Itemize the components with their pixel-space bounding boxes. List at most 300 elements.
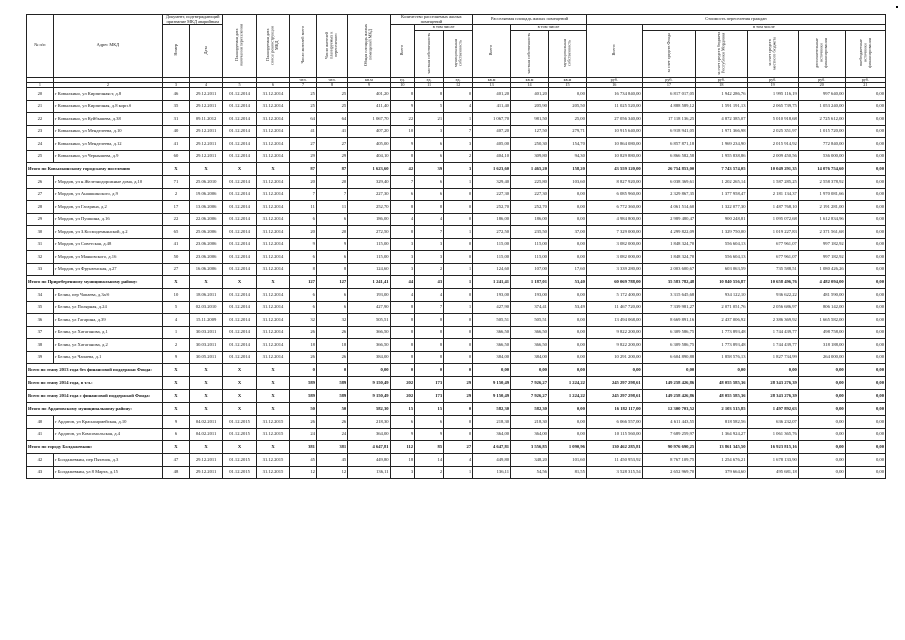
- table-cell: 01.12.2014: [223, 100, 256, 113]
- table-row: [27, 251, 886, 264]
- table-cell: 4 061 514,60: [642, 201, 696, 214]
- table-row: [27, 326, 886, 339]
- table-cell: 0,00: [845, 377, 885, 390]
- table-cell: 6: [415, 188, 444, 201]
- table-cell: 0,00: [845, 88, 885, 101]
- table-cell: 1 067,70: [348, 113, 390, 126]
- table-cell: 0,00: [845, 150, 885, 163]
- table-total-row: [27, 364, 886, 377]
- table-cell: 11: [290, 201, 317, 214]
- table-cell: 31: [163, 113, 190, 126]
- table-cell: 6 866 582,58: [642, 150, 696, 163]
- table-cell: 5 010 918,68: [747, 113, 798, 126]
- table-cell: г Белин, пер Чапаева, д.3а/б: [53, 289, 162, 302]
- table-cell: 2 015 914,92: [747, 138, 798, 151]
- table-cell: 6: [290, 289, 317, 302]
- table-cell: 0,00: [548, 201, 586, 214]
- table-row: [27, 351, 886, 364]
- table-cell: 2 071 051,76: [696, 301, 747, 314]
- table-cell: 9: [163, 416, 190, 429]
- table-cell: 0,00: [845, 251, 885, 264]
- table-cell: 1 241,41: [348, 276, 390, 289]
- table-cell: 7 743 574,05: [696, 163, 747, 176]
- table-cell: 218,30: [511, 416, 549, 429]
- table-cell: 0: [444, 326, 473, 339]
- table-cell: г Белин, ул Хатаганова, д.1: [53, 326, 162, 339]
- header-total-area-text: Общая площадь жилых помещений МКД: [363, 23, 373, 66]
- table-cell: 1 612 834,96: [798, 213, 845, 226]
- table-cell: 5: [415, 100, 444, 113]
- table-cell: 37: [27, 326, 54, 339]
- table-cell: 25: [316, 100, 347, 113]
- table-cell: 01.12.2014: [223, 213, 256, 226]
- table-cell: 2: [163, 188, 190, 201]
- table-cell: 0,00: [548, 326, 586, 339]
- table-cell: 0,00: [473, 364, 511, 377]
- table-cell: 29.12.2011: [189, 150, 222, 163]
- table-cell: 115,00: [511, 251, 549, 264]
- table-cell: 0,00: [845, 301, 885, 314]
- table-cell: 27: [316, 138, 347, 151]
- header-rooms-sub: в том числе: [415, 25, 473, 31]
- table-cell: 15: [390, 403, 415, 416]
- table-cell: 379 664,60: [696, 466, 747, 479]
- table-cell: 2: [415, 263, 444, 276]
- header-doc-number: [163, 25, 190, 77]
- table-cell: 1 095 072,68: [747, 213, 798, 226]
- table-cell: 404,10: [473, 150, 511, 163]
- table-cell: 11 450 953,92: [586, 454, 642, 467]
- table-cell: 0: [444, 201, 473, 214]
- table-cell: 31: [27, 238, 54, 251]
- table-cell: 0: [444, 238, 473, 251]
- table-cell: 39: [415, 163, 444, 176]
- table-body: [27, 88, 886, 479]
- table-cell: 01.12.2014: [223, 201, 256, 214]
- table-cell: X: [256, 441, 289, 454]
- table-cell: 37,00: [548, 226, 586, 239]
- table-row: [27, 339, 886, 352]
- table-cell: 4: [415, 289, 444, 302]
- table-cell: 1 942 286,76: [696, 88, 747, 101]
- table-cell: 130 462 285,81: [586, 441, 642, 454]
- table-cell: X: [163, 276, 190, 289]
- table-cell: 9: [390, 100, 415, 113]
- table-cell: 1 848 324,70: [642, 238, 696, 251]
- table-cell: 772 840,00: [798, 138, 845, 151]
- table-cell: руб.: [747, 77, 798, 82]
- table-cell: X: [223, 364, 256, 377]
- table-cell: 21: [27, 100, 54, 113]
- table-cell: г Белин, ул Чапаева, д.1: [53, 351, 162, 364]
- table-cell: 42: [27, 454, 54, 467]
- table-cell: 26 754 853,00: [642, 163, 696, 176]
- table-cell: 25: [316, 88, 347, 101]
- table-cell: 10 291 200,00: [586, 351, 642, 364]
- table-cell: 1: [163, 326, 190, 339]
- table-cell: 09.11.2012: [189, 113, 222, 126]
- table-cell: X: [163, 377, 190, 390]
- table-cell: 01.12.2014: [223, 263, 256, 276]
- table-cell: 10 864 080,00: [586, 138, 642, 151]
- table-cell: 1 858 576,13: [696, 351, 747, 364]
- table-cell: 536 000,00: [798, 150, 845, 163]
- table-cell: 2: [53, 82, 162, 87]
- table-cell: 10 658 496,76: [747, 276, 798, 289]
- table-cell: 31.12.2015: [256, 416, 289, 429]
- table-cell: 0: [444, 188, 473, 201]
- table-cell: 41: [163, 238, 190, 251]
- table-cell: 10 840 556,87: [696, 276, 747, 289]
- table-cell: 227,30: [348, 188, 390, 201]
- table-cell: 42: [390, 163, 415, 176]
- table-cell: 495 681,18: [747, 466, 798, 479]
- table-cell: 0,00: [798, 466, 845, 479]
- table-cell: 498 758,00: [798, 326, 845, 339]
- table-cell: 25: [290, 100, 317, 113]
- table-cell: 0,00: [798, 364, 845, 377]
- table-cell: 16.06.2006: [189, 263, 222, 276]
- table-cell: 2 329 867,35: [642, 188, 696, 201]
- table-cell: 677 961,07: [747, 238, 798, 251]
- table-cell: 16 734 840,00: [586, 88, 642, 101]
- table-cell: 2 181 134,37: [747, 188, 798, 201]
- table-cell: 186,00: [511, 213, 549, 226]
- table-cell: г Мордов, ул Анашкинского, д.9: [53, 188, 162, 201]
- table-cell: 29.12.2011: [189, 466, 222, 479]
- table-cell: 50: [163, 251, 190, 264]
- table-cell: 41: [290, 125, 317, 138]
- table-cell: 11: [415, 82, 444, 87]
- table-cell: 85: [415, 441, 444, 454]
- table-cell: 1: [444, 276, 473, 289]
- table-cell: 115,00: [348, 238, 390, 251]
- table-cell: 6 309 586,75: [642, 339, 696, 352]
- table-cell: 20: [27, 88, 54, 101]
- table-cell: 0,00: [798, 441, 845, 454]
- table-cell: 1: [444, 176, 473, 189]
- table-cell: 4 647,81: [348, 441, 390, 454]
- table-cell: ед.: [415, 77, 444, 82]
- table-cell: 3: [444, 163, 473, 176]
- table-cell: 0,00: [798, 390, 845, 403]
- table-cell: 1: [444, 226, 473, 239]
- table-cell: г Ковылкино, ул Менделеева, д.10: [53, 125, 162, 138]
- table-cell: 0,00: [845, 213, 885, 226]
- table-cell: 43: [27, 466, 54, 479]
- table-cell: 39: [27, 351, 54, 364]
- header-cost-region: [696, 30, 747, 77]
- header-cost-extra-text: дополнительные источники финансирования: [814, 37, 828, 68]
- header-area-municipal-text: муниципальная собственность: [562, 38, 572, 67]
- table-cell: 6 604 890,88: [642, 351, 696, 364]
- table-cell: 20: [798, 82, 845, 87]
- table-cell: 01.12.2014: [223, 326, 256, 339]
- table-cell: 1: [444, 466, 473, 479]
- table-cell: 0,00: [798, 403, 845, 416]
- table-cell: 8: [415, 351, 444, 364]
- table-cell: 1 377 958,47: [696, 188, 747, 201]
- table-cell: 15: [548, 82, 586, 87]
- table-cell: 1 591 191,13: [696, 100, 747, 113]
- table-cell: 272,50: [348, 226, 390, 239]
- table-cell: 1 241,41: [473, 276, 511, 289]
- table-cell: 25: [290, 88, 317, 101]
- page-corner-mark: [896, 6, 898, 8]
- table-cell: 8: [415, 88, 444, 101]
- table-cell: 31.12.2014: [256, 213, 289, 226]
- table-cell: 10 115 560,00: [586, 428, 642, 441]
- table-cell: 8 767 109,75: [642, 454, 696, 467]
- header-rooms-total-text: Всего: [399, 44, 405, 56]
- table-cell: г Мордов, ул н.Железнодорожные дома, д.10: [53, 176, 162, 189]
- table-cell: 505,51: [511, 314, 549, 327]
- table-cell: 31.12.2014: [256, 201, 289, 214]
- table-cell: 11: [316, 201, 347, 214]
- table-cell: 4 888 589,12: [642, 100, 696, 113]
- table-cell: 4: [163, 314, 190, 327]
- header-address: Адрес МКД: [53, 15, 162, 78]
- table-cell: X: [189, 441, 222, 454]
- table-row: [27, 100, 886, 113]
- table-cell: 87: [316, 163, 347, 176]
- header-doc-date: [189, 25, 222, 77]
- table-cell: 589: [290, 377, 317, 390]
- table-cell: 1 678 133,90: [747, 454, 798, 467]
- table-cell: г Мордов, ул Маяковского, д.16: [53, 251, 162, 264]
- table-cell: 32: [316, 314, 347, 327]
- table-row: [27, 454, 886, 467]
- header-residents-text: Число жителей всего: [299, 26, 305, 64]
- table-cell: 1 744 439,77: [747, 339, 798, 352]
- table-cell: 4: [444, 100, 473, 113]
- table-row: [27, 416, 886, 429]
- table-cell: 8: [316, 82, 347, 87]
- header-planned-date-text: Планируемая дата окончания переселения: [234, 23, 244, 66]
- table-cell: 404,10: [348, 150, 390, 163]
- table-cell: 309,80: [511, 150, 549, 163]
- table-cell: X: [223, 276, 256, 289]
- table-row: [27, 238, 886, 251]
- table-row: [27, 213, 886, 226]
- table-cell: 1 665 582,00: [798, 314, 845, 327]
- table-cell: 28 343 276,39: [747, 377, 798, 390]
- table-cell: 34: [27, 289, 54, 302]
- table-cell: 6 085 960,00: [586, 188, 642, 201]
- table-cell: 0,00: [548, 213, 586, 226]
- table-cell: 0,00: [798, 428, 845, 441]
- table-cell: г Ковылкино, ул Чернышева, д.9: [53, 150, 162, 163]
- table-cell: 31.12.2014: [256, 263, 289, 276]
- table-cell: 40: [27, 416, 54, 429]
- table-cell: 27 056 340,00: [586, 113, 642, 126]
- table-cell: 6: [316, 301, 347, 314]
- table-cell: 26: [316, 326, 347, 339]
- table-cell: 384,00: [348, 351, 390, 364]
- table-cell: 25,00: [548, 113, 586, 126]
- table-cell: 481 590,00: [798, 289, 845, 302]
- table-row: [27, 466, 886, 479]
- table-cell: 24: [27, 138, 54, 151]
- table-cell: 0: [444, 289, 473, 302]
- table-cell: 11 025 520,00: [586, 100, 642, 113]
- table-cell: 14 076 754,60: [798, 163, 845, 176]
- table-cell: г Белин, ул Полярная, д.24: [53, 301, 162, 314]
- table-cell: 0,00: [348, 364, 390, 377]
- table-cell: 193,00: [473, 289, 511, 302]
- table-cell: 677 961,07: [747, 251, 798, 264]
- table-cell: 48: [163, 466, 190, 479]
- table-cell: 0,00: [845, 351, 885, 364]
- table-cell: X: [256, 390, 289, 403]
- table-cell: 26: [290, 351, 317, 364]
- table-cell: X: [163, 163, 190, 176]
- table-cell: 31.12.2014: [256, 251, 289, 264]
- table-cell: 227,30: [511, 188, 549, 201]
- table-cell: 6: [415, 176, 444, 189]
- table-cell: 218,30: [473, 416, 511, 429]
- header-cost-fund: [642, 30, 696, 77]
- table-cell: 279,71: [548, 125, 586, 138]
- table-cell: 6 857 871,18: [642, 138, 696, 151]
- table-cell: 348,20: [511, 454, 549, 467]
- table-cell: 115,00: [473, 251, 511, 264]
- table-cell: 7: [415, 226, 444, 239]
- table-cell: 23: [27, 125, 54, 138]
- table-cell: 4 872 385,07: [696, 113, 747, 126]
- header-cost-extra2: [845, 30, 885, 77]
- table-cell: г Болдажевкин, пер Пятачок, д.3: [53, 454, 162, 467]
- table-cell: 0,00: [845, 428, 885, 441]
- table-cell: 01.12.2014: [223, 351, 256, 364]
- table-cell: 366,50: [473, 326, 511, 339]
- table-cell: 329,40: [348, 176, 390, 189]
- table-cell: 235,50: [511, 226, 549, 239]
- table-cell: 90 976 690,25: [642, 441, 696, 454]
- table-cell: 1 061 365,76: [747, 428, 798, 441]
- table-cell: 25: [27, 150, 54, 163]
- table-cell: 818 582,56: [696, 416, 747, 429]
- table-cell: 250,30: [511, 138, 549, 151]
- table-cell: 29.12.2011: [189, 138, 222, 151]
- table-cell: 32: [27, 251, 54, 264]
- table-cell: 22: [27, 113, 54, 126]
- table-cell: 582,30: [473, 403, 511, 416]
- table-cell: 24: [290, 428, 317, 441]
- table-cell: 8 827 920,00: [586, 176, 642, 189]
- table-cell: 0,00: [845, 403, 885, 416]
- table-cell: 0,00: [845, 276, 885, 289]
- table-cell: 107,00: [511, 263, 549, 276]
- table-cell: 8: [390, 314, 415, 327]
- table-cell: г Мордов, ул Гагарина, д.2: [53, 201, 162, 214]
- table-cell: 934 122,10: [696, 289, 747, 302]
- table-cell: 149 258 426,86: [642, 390, 696, 403]
- table-row: [27, 113, 886, 126]
- table-cell: 8 669 891,16: [642, 314, 696, 327]
- table-cell: 01.12.2014: [223, 138, 256, 151]
- table-cell: 31.12.2014: [256, 176, 289, 189]
- table-cell: 35 583 782,48: [642, 276, 696, 289]
- header-doc-number-text: Номер: [172, 44, 178, 56]
- table-cell: 0: [444, 88, 473, 101]
- table-cell: 0: [316, 364, 347, 377]
- table-cell: 31.12.2014: [256, 238, 289, 251]
- table-cell: 1 364 924,27: [696, 428, 747, 441]
- table-cell: 127: [290, 276, 317, 289]
- table-cell: 6: [163, 428, 190, 441]
- table-cell: 22: [390, 113, 415, 126]
- table-cell: 6: [290, 251, 317, 264]
- table-cell: 29: [444, 390, 473, 403]
- table-cell: 2 558 378,92: [798, 176, 845, 189]
- table-cell: 81,55: [548, 466, 586, 479]
- table-cell: ед.: [390, 77, 415, 82]
- header-num: № п/п: [27, 15, 54, 78]
- table-cell: 5: [163, 301, 190, 314]
- table-cell: 0,00: [845, 441, 885, 454]
- table-cell: 0: [390, 364, 415, 377]
- table-cell: 8: [390, 351, 415, 364]
- table-cell: 20: [290, 226, 317, 239]
- table-cell: 0,00: [548, 289, 586, 302]
- table-cell: г Ковылкино, ул Кирпичная, д.8 корп.б: [53, 100, 162, 113]
- table-cell: 2 989 480,47: [642, 213, 696, 226]
- table-cell: 6 038 369,61: [642, 176, 696, 189]
- table-cell: 29.12.2011: [189, 125, 222, 138]
- table-cell: 6: [390, 416, 415, 429]
- table-cell: X: [189, 403, 222, 416]
- table-cell: 0,00: [845, 163, 885, 176]
- table-cell: 1 487 768,10: [747, 201, 798, 214]
- table-cell: 0,00: [548, 238, 586, 251]
- table-cell: руб.: [586, 77, 642, 82]
- table-cell: 2 065 739,75: [747, 100, 798, 113]
- table-cell: 16 923 815,16: [747, 441, 798, 454]
- table-cell: 1 970 081,66: [798, 188, 845, 201]
- table-cell: г Мордов, ул Пушкина, д.16: [53, 213, 162, 226]
- table-row: [27, 176, 886, 189]
- table-cell: кв.м: [473, 77, 511, 82]
- table-cell: 27: [444, 441, 473, 454]
- header-residents: [290, 15, 317, 78]
- table-cell: 01.12.2014: [223, 188, 256, 201]
- table-cell: 115,00: [511, 238, 549, 251]
- table-cell: 1 202 265,14: [696, 176, 747, 189]
- table-cell: 13: [473, 82, 511, 87]
- table-cell: 30: [27, 226, 54, 239]
- table-cell: 4 482 094,00: [798, 276, 845, 289]
- table-cell: 3: [390, 251, 415, 264]
- table-cell: 0,00: [845, 176, 885, 189]
- table-cell: 2: [415, 466, 444, 479]
- table-cell: 8: [415, 314, 444, 327]
- table-cell: 10 829 880,00: [586, 150, 642, 163]
- table-cell: 556 604,13: [696, 251, 747, 264]
- table-cell: 6 066 557,00: [586, 416, 642, 429]
- table-cell: 25.06.2010: [189, 176, 222, 189]
- table-cell: 01.12.2014: [223, 226, 256, 239]
- table-cell: 0,00: [845, 138, 885, 151]
- table-cell: 23.06.2006: [189, 251, 222, 264]
- table-cell: 124,60: [348, 263, 390, 276]
- table-cell: 54,56: [511, 466, 549, 479]
- table-cell: 45: [316, 454, 347, 467]
- table-cell: 0: [444, 364, 473, 377]
- table-cell: 154,70: [548, 138, 586, 151]
- table-cell: 7: [390, 176, 415, 189]
- table-cell: 19: [747, 82, 798, 87]
